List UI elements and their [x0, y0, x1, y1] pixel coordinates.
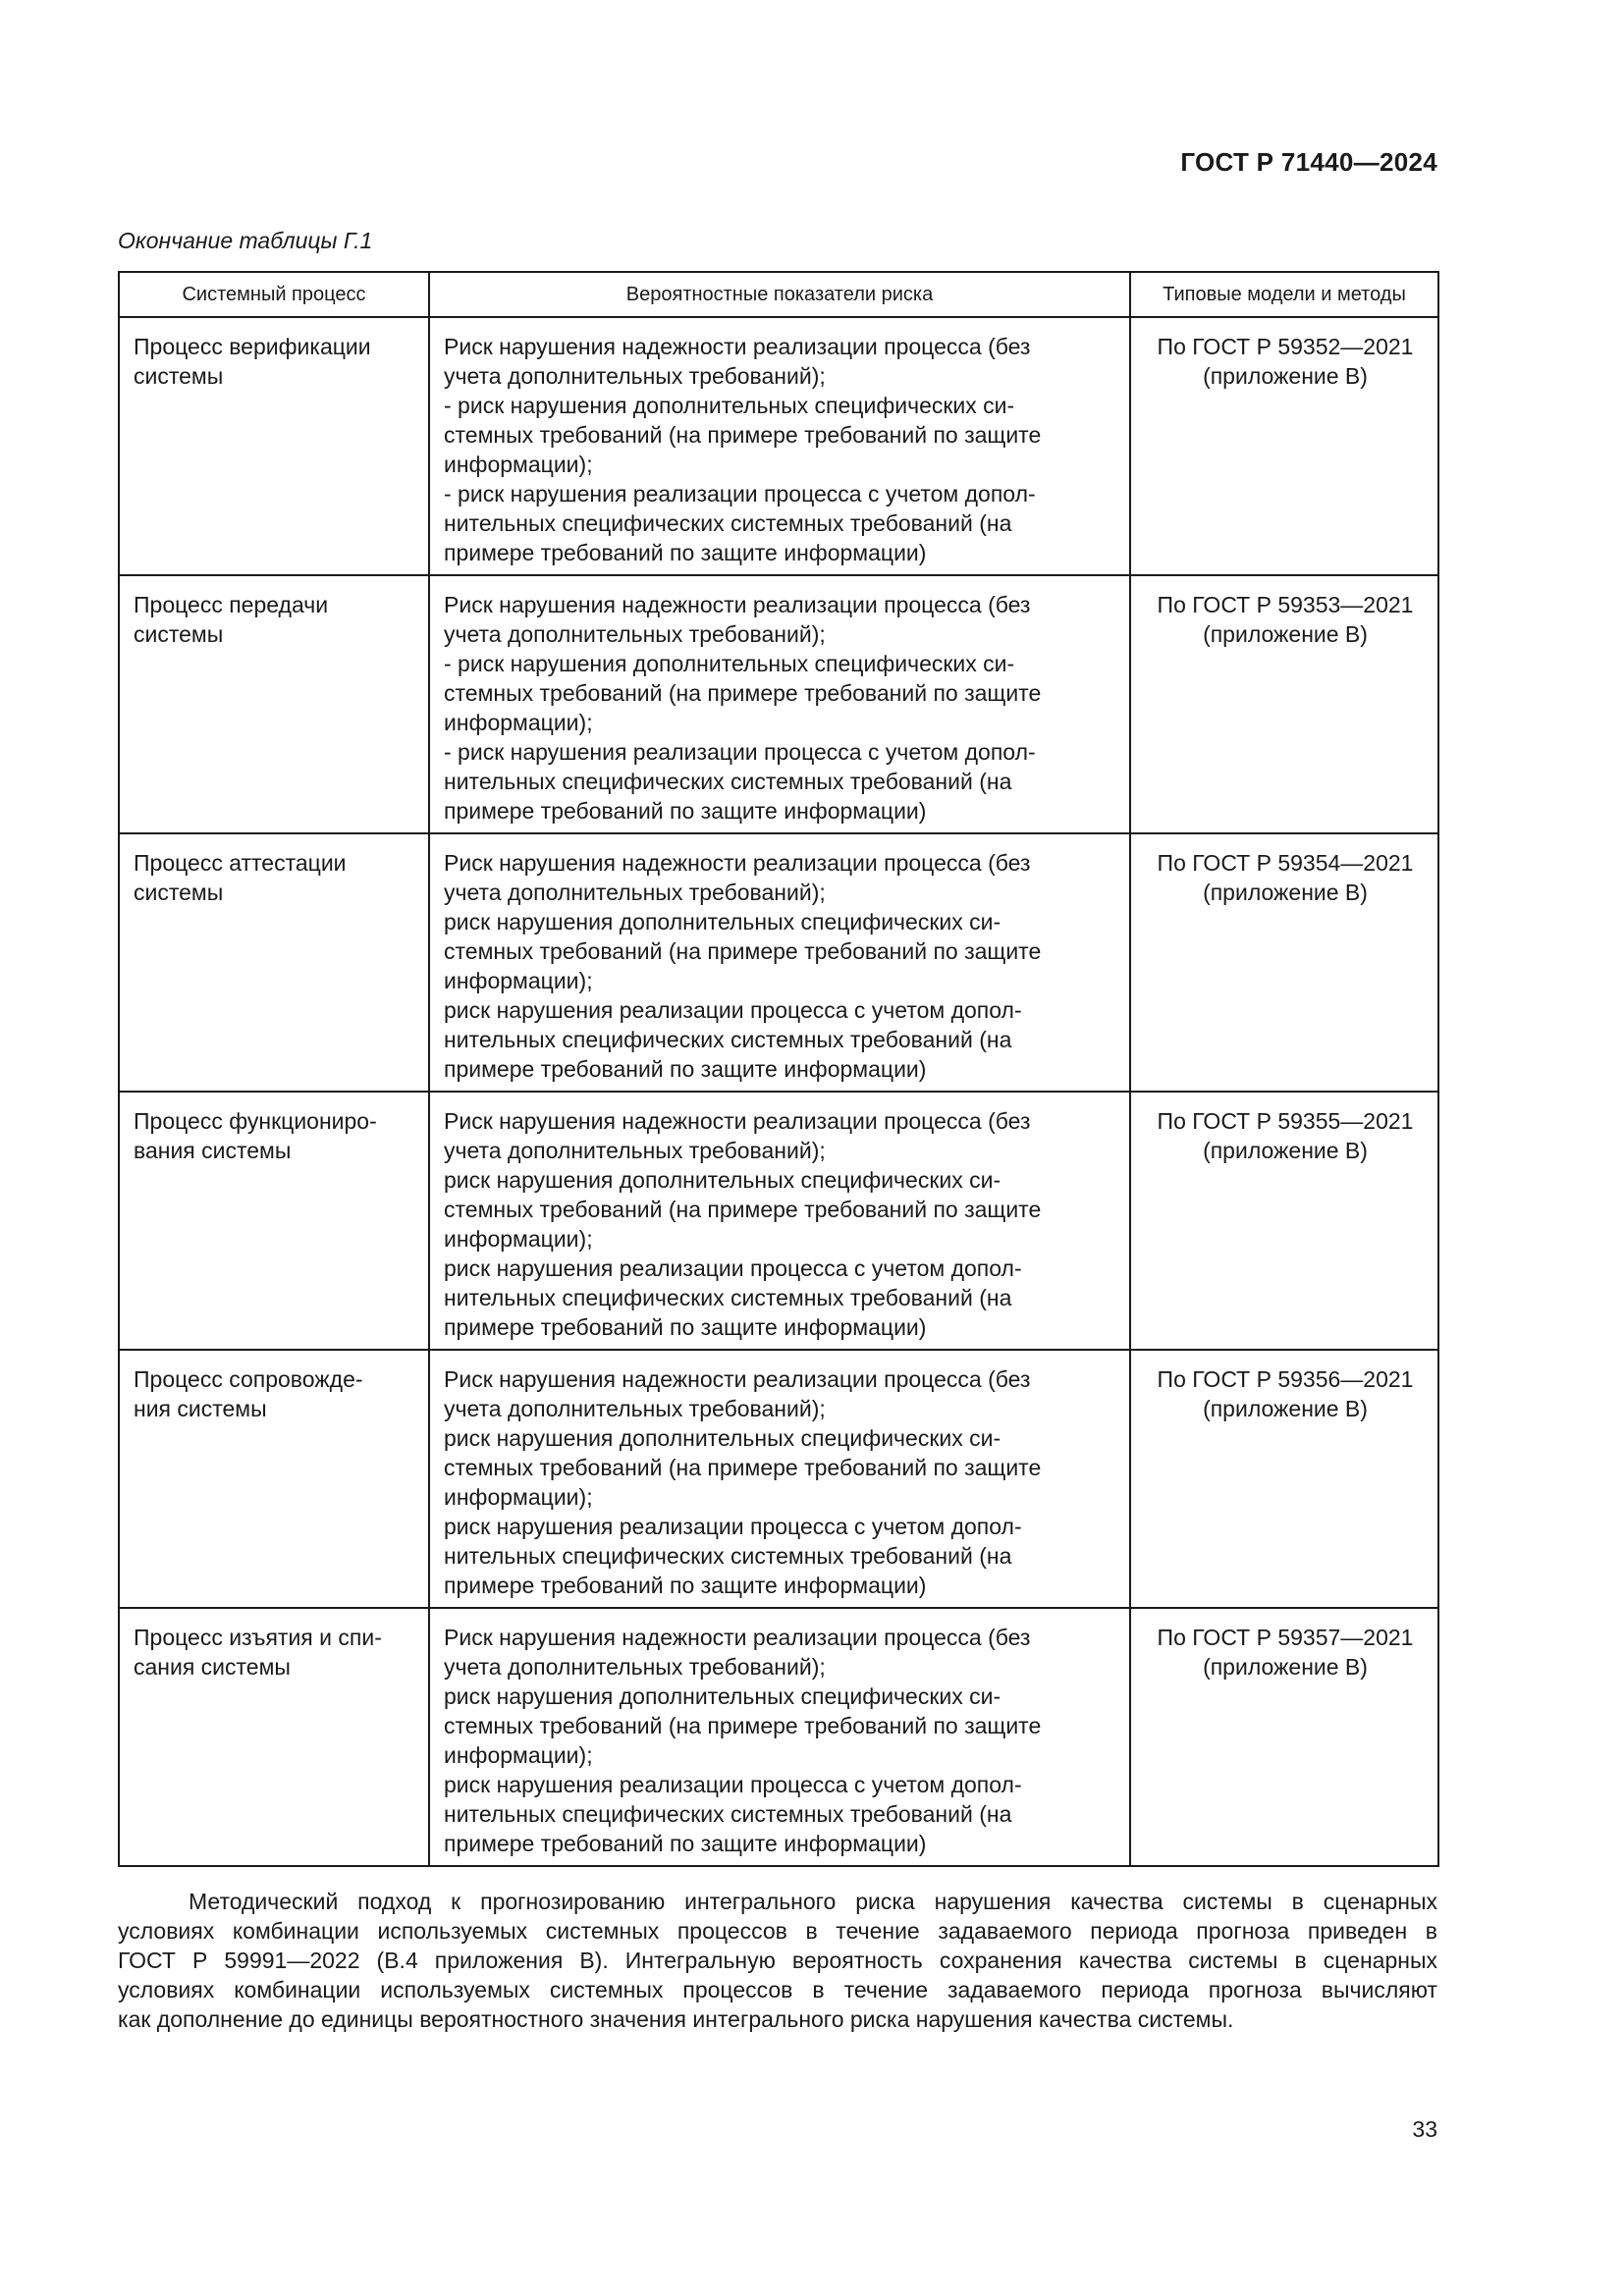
column-header-process: Системный процесс	[119, 272, 429, 317]
text-line: Процесс верификации	[134, 334, 371, 359]
text-line: стемных требований (на примере требований по защите	[444, 1713, 1042, 1738]
text-line: сания системы	[134, 1654, 291, 1680]
text-line: ния системы	[134, 1396, 267, 1421]
text-line: примере требований по защите информации)	[444, 1573, 927, 1598]
text-line: нительных специфических системных требований (на	[444, 1285, 1012, 1310]
process-cell	[119, 317, 429, 575]
text-line: риск нарушения реализации процесса с учетом допол-	[444, 1514, 1022, 1539]
text-line: (приложение В)	[1203, 1138, 1368, 1163]
paragraph-line: Методический подход к прогнозированию интегрального риска нарушения качества системы в сценарных	[189, 1889, 1437, 1914]
text-line: Процесс аттестации	[134, 850, 347, 876]
text-line: информации);	[444, 710, 593, 735]
table-caption: Окончание таблицы Г.1	[118, 228, 373, 253]
risk-cell	[429, 575, 1130, 833]
text-line: примере требований по защите информации)	[444, 1056, 927, 1082]
table-row	[119, 317, 1438, 575]
text-line: По ГОСТ Р 59354—2021	[1157, 850, 1414, 876]
text-line: учета дополнительных требований);	[444, 363, 826, 389]
text-line: - риск нарушения реализации процесса с учетом допол-	[444, 739, 1036, 765]
text-line: Риск нарушения надежности реализации процесса (без	[444, 592, 1031, 617]
text-line: нительных специфических системных требований (на	[444, 1801, 1012, 1827]
models-cell	[1130, 1350, 1438, 1608]
text-line: По ГОСТ Р 59355—2021	[1157, 1108, 1414, 1134]
text-line: нительных специфических системных требований (на	[444, 1027, 1012, 1052]
document-designation: ГОСТ Р 71440—2024	[1180, 147, 1437, 177]
text-line: - риск нарушения дополнительных специфических си-	[444, 393, 1015, 418]
paragraph-line: условиях комбинации используемых системных процессов в течение задаваемого периода прогноза приведен в	[118, 1918, 1437, 1944]
table-row	[119, 1608, 1438, 1866]
text-line: Риск нарушения надежности реализации процесса (без	[444, 1625, 1031, 1650]
text-line: нительных специфических системных требований (на	[444, 769, 1012, 794]
text-line: информации);	[444, 452, 593, 477]
text-line: информации);	[444, 1742, 593, 1768]
table-row	[119, 1350, 1438, 1608]
text-line: риск нарушения дополнительных специфических си-	[444, 1683, 1001, 1709]
text-line: риск нарушения реализации процесса с учетом допол-	[444, 1772, 1022, 1797]
text-line: учета дополнительных требований);	[444, 621, 826, 647]
text-line: риск нарушения дополнительных специфических си-	[444, 1425, 1001, 1451]
table-row	[119, 833, 1438, 1092]
text-line: нительных специфических системных требований (на	[444, 510, 1012, 536]
text-line: риск нарушения реализации процесса с учетом допол-	[444, 997, 1022, 1023]
text-line: Процесс передачи	[134, 592, 329, 617]
risk-cell	[429, 1350, 1130, 1608]
table-header-row	[119, 272, 1438, 317]
models-cell	[1130, 1608, 1438, 1866]
text-line: вания системы	[134, 1138, 292, 1163]
process-cell	[119, 575, 429, 833]
risk-cell	[429, 1092, 1130, 1350]
text-line: (приложение В)	[1203, 621, 1368, 647]
table-row	[119, 1092, 1438, 1350]
methodology-paragraph	[118, 1887, 1437, 2034]
text-line: стемных требований (на примере требований по защите	[444, 1197, 1042, 1222]
paragraph-line: условиях комбинации используемых системных процессов в течение задаваемого периода прогноза вычисляют	[118, 1977, 1437, 2002]
text-line: стемных требований (на примере требований по защите	[444, 422, 1042, 448]
text-line: (приложение В)	[1203, 1654, 1368, 1680]
text-line: системы	[134, 621, 224, 647]
text-line: примере требований по защите информации)	[444, 798, 927, 824]
text-line: Риск нарушения надежности реализации процесса (без	[444, 850, 1031, 876]
risk-cell	[429, 1608, 1130, 1866]
text-line: информации);	[444, 968, 593, 993]
text-line: риск нарушения дополнительных специфических си-	[444, 909, 1001, 934]
text-line: учета дополнительных требований);	[444, 1138, 826, 1163]
text-line: примере требований по защите информации)	[444, 1831, 927, 1856]
text-line: учета дополнительных требований);	[444, 880, 826, 905]
text-line: Риск нарушения надежности реализации процесса (без	[444, 1366, 1031, 1392]
process-cell	[119, 833, 429, 1092]
text-line: стемных требований (на примере требований по защите	[444, 938, 1042, 964]
text-line: примере требований по защите информации)	[444, 540, 927, 565]
page-number: 33	[1412, 2116, 1437, 2142]
text-line: стемных требований (на примере требований по защите	[444, 1455, 1042, 1480]
text-line: примере требований по защите информации)	[444, 1314, 927, 1340]
process-cell	[119, 1608, 429, 1866]
column-header-risk: Вероятностные показатели риска	[429, 272, 1130, 317]
text-line: Процесс изъятия и спи-	[134, 1625, 382, 1650]
paragraph-line: ГОСТ Р 59991—2022 (В.4 приложения В). Интегральную вероятность сохранения качества системы в сценарных	[118, 1948, 1437, 1973]
models-cell	[1130, 1092, 1438, 1350]
text-line: системы	[134, 363, 224, 389]
process-cell	[119, 1350, 429, 1608]
text-line: По ГОСТ Р 59357—2021	[1157, 1625, 1414, 1650]
text-line: (приложение В)	[1203, 1396, 1368, 1421]
text-line: риск нарушения реализации процесса с учетом допол-	[444, 1255, 1022, 1281]
text-line: Риск нарушения надежности реализации процесса (без	[444, 1108, 1031, 1134]
text-line: (приложение В)	[1203, 880, 1368, 905]
text-line: стемных требований (на примере требований по защите	[444, 680, 1042, 706]
text-line: - риск нарушения реализации процесса с учетом допол-	[444, 481, 1036, 507]
text-line: По ГОСТ Р 59352—2021	[1157, 334, 1414, 359]
process-cell	[119, 1092, 429, 1350]
text-line: информации);	[444, 1484, 593, 1510]
text-line: учета дополнительных требований);	[444, 1654, 826, 1680]
risk-indicators-table	[118, 271, 1439, 1867]
text-line: учета дополнительных требований);	[444, 1396, 826, 1421]
models-cell	[1130, 575, 1438, 833]
text-line: По ГОСТ Р 59353—2021	[1157, 592, 1414, 617]
text-line: Процесс сопровожде-	[134, 1366, 363, 1392]
text-line: Процесс функциониро-	[134, 1108, 377, 1134]
table-row	[119, 575, 1438, 833]
text-line: (приложение В)	[1203, 363, 1368, 389]
text-line: - риск нарушения дополнительных специфических си-	[444, 651, 1015, 676]
column-header-models: Типовые модели и методы	[1130, 272, 1438, 317]
models-cell	[1130, 833, 1438, 1092]
text-line: системы	[134, 880, 224, 905]
risk-cell	[429, 317, 1130, 575]
text-line: риск нарушения дополнительных специфических си-	[444, 1167, 1001, 1193]
text-line: информации);	[444, 1226, 593, 1252]
text-line: По ГОСТ Р 59356—2021	[1157, 1366, 1414, 1392]
text-line: нительных специфических системных требований (на	[444, 1543, 1012, 1569]
paragraph-line: как дополнение до единицы вероятностного значения интегрального риска нарушения качества системы.	[118, 2006, 1234, 2032]
models-cell	[1130, 317, 1438, 575]
text-line: Риск нарушения надежности реализации процесса (без	[444, 334, 1031, 359]
risk-cell	[429, 833, 1130, 1092]
